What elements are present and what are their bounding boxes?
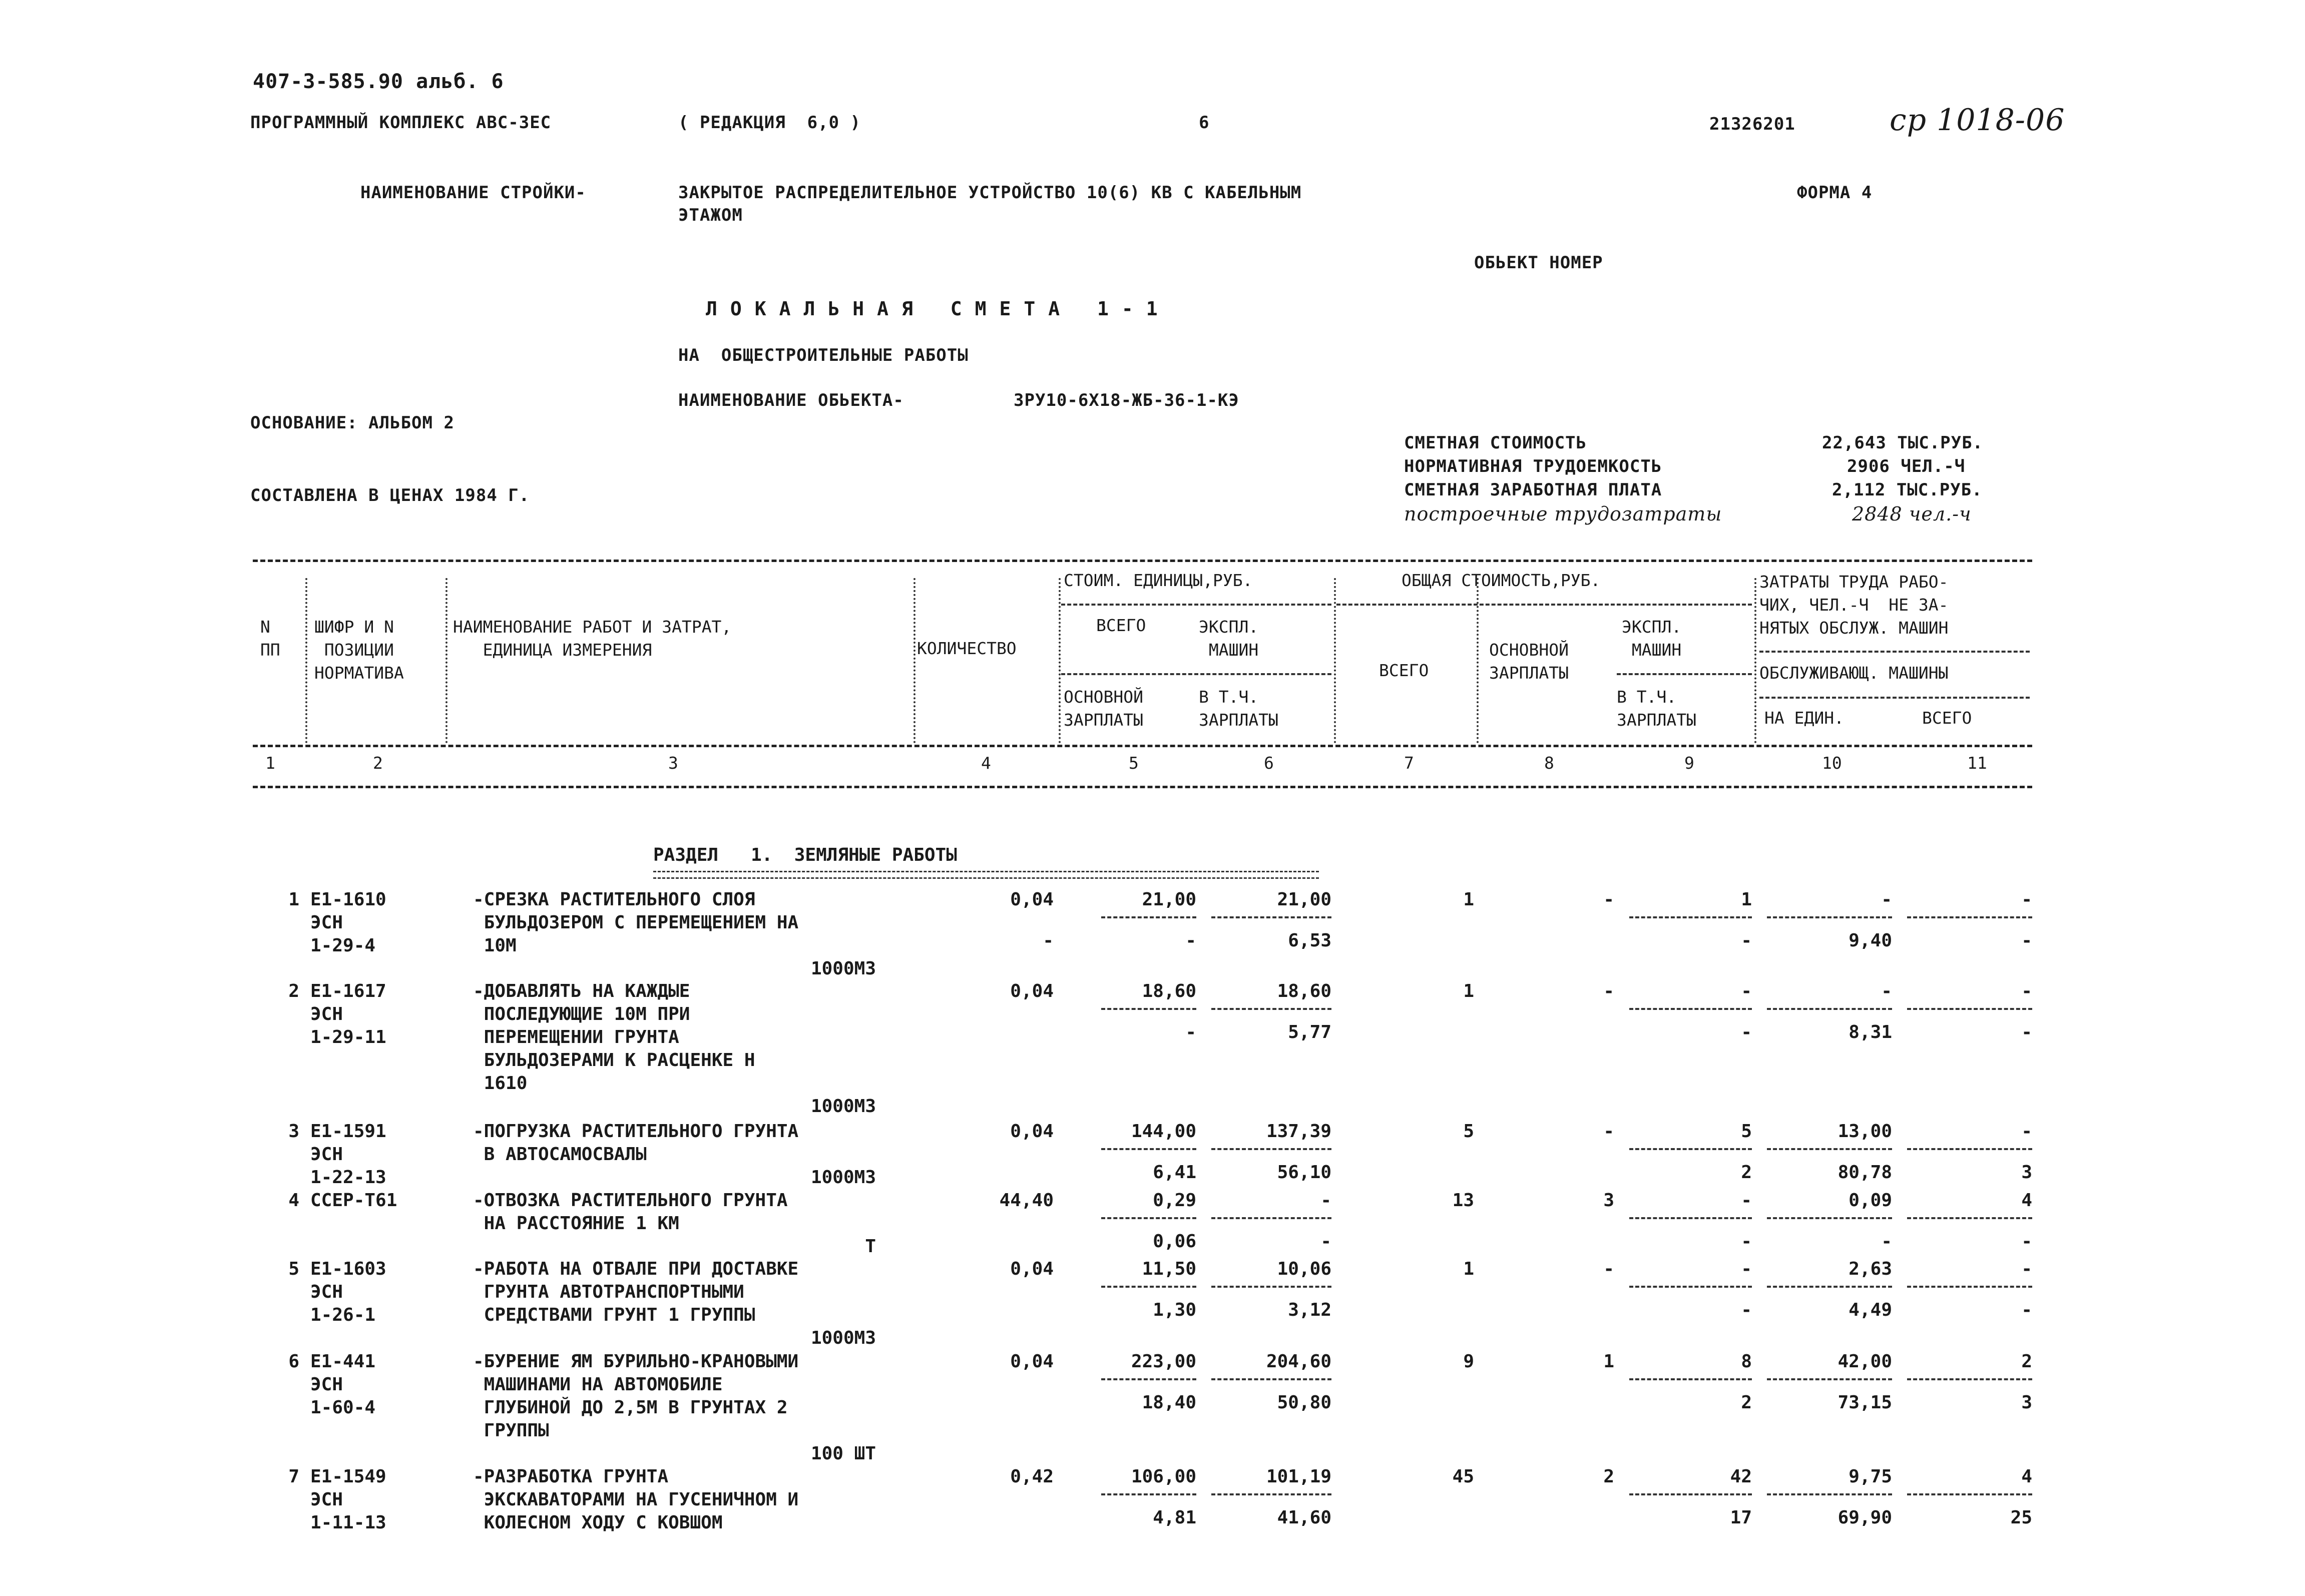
- row-value: 3: [2021, 1392, 2032, 1413]
- row-value: -: [1043, 930, 1054, 951]
- row-value: 13,00: [1837, 1121, 1892, 1142]
- row-divider: [1101, 1286, 1196, 1288]
- row-value: -: [2021, 889, 2032, 910]
- row-value: 56,10: [1277, 1162, 1331, 1183]
- column-separator: [305, 578, 307, 743]
- row-divider: [1211, 1148, 1331, 1150]
- row-value: 0,09: [1849, 1190, 1892, 1211]
- row-code: 1-11-13: [310, 1512, 386, 1533]
- header-unit-machine-wage: В Т.Ч. ЗАРПЛАТЫ: [1199, 687, 1278, 730]
- row-value: -: [2021, 1300, 2032, 1320]
- row-code: 1-29-11: [310, 1027, 386, 1047]
- row-value: 144,00: [1131, 1121, 1196, 1142]
- row-work-name: В АВТОСАМОСВАЛЫ: [473, 1144, 647, 1165]
- header-col-quantity: КОЛИЧЕСТВО: [917, 639, 1017, 658]
- row-code: Е1-1603: [310, 1259, 386, 1279]
- row-value: 3: [2021, 1162, 2032, 1183]
- row-value: 10,06: [1277, 1259, 1331, 1279]
- row-value: -: [1881, 981, 1892, 1001]
- row-value: 1: [1603, 1351, 1614, 1372]
- column-number: 3: [668, 753, 678, 773]
- row-value: 101,19: [1266, 1466, 1331, 1487]
- column-separator: [1477, 578, 1479, 743]
- row-work-name: ГРУППЫ: [473, 1420, 549, 1441]
- row-value: -: [1741, 981, 1752, 1001]
- row-value: 5: [1463, 1121, 1474, 1142]
- summary-value: 22,643 ТЫС.РУБ.: [1822, 433, 1984, 453]
- column-separator: [1754, 578, 1756, 743]
- row-divider: [1101, 916, 1196, 918]
- header-total-cost: ОБЩАЯ СТОИМОСТЬ,РУБ.: [1402, 571, 1601, 590]
- row-code: ССЕР-Т61: [310, 1190, 397, 1211]
- row-value: 44,40: [999, 1190, 1054, 1211]
- handwritten-ref: ср 1018-06: [1890, 103, 2065, 138]
- row-value: 73,15: [1837, 1392, 1892, 1413]
- row-value: 0,04: [1010, 1351, 1054, 1372]
- row-value: -: [1741, 1300, 1752, 1320]
- numbers-bottom-rule: [253, 786, 2032, 788]
- row-value: -: [1741, 1231, 1752, 1252]
- row-work-name: -ПОГРУЗКА РАСТИТЕЛЬНОГО ГРУНТА: [473, 1121, 799, 1142]
- row-number: 2: [288, 981, 299, 1001]
- doc-code: 21326201: [1709, 114, 1795, 134]
- row-value: 4,81: [1153, 1507, 1196, 1528]
- row-divider: [1767, 916, 1892, 918]
- row-value: 0,29: [1153, 1190, 1196, 1211]
- column-number: 8: [1544, 753, 1554, 773]
- header-unit-cost: СТОИМ. ЕДИНИЦЫ,РУБ.: [1064, 571, 1253, 590]
- row-value: -: [1320, 1231, 1331, 1252]
- document-subtitle: НА ОБЩЕСТРОИТЕЛЬНЫЕ РАБОТЫ: [678, 345, 969, 365]
- row-value: 9: [1463, 1351, 1474, 1372]
- row-value: 2: [1603, 1466, 1614, 1487]
- summary-value: 2848 чел.-ч: [1852, 503, 1972, 525]
- row-unit: 100 ШТ: [810, 1443, 876, 1464]
- header-total-machines: ЭКСПЛ. МАШИН: [1622, 617, 1682, 660]
- column-number: 2: [373, 753, 383, 773]
- construction-label: НАИМЕНОВАНИЕ СТРОЙКИ-: [360, 183, 586, 203]
- row-code: ЭСН: [310, 1282, 343, 1302]
- column-number: 1: [265, 753, 275, 773]
- row-divider: [1767, 1378, 1892, 1380]
- row-code: 1-60-4: [310, 1397, 376, 1418]
- row-value: 6,41: [1153, 1162, 1196, 1183]
- header-labor-total: ВСЕГО: [1922, 708, 1972, 728]
- row-value: 2,63: [1849, 1259, 1892, 1279]
- row-divider: [1629, 1493, 1752, 1495]
- row-value: 2: [2021, 1351, 2032, 1372]
- row-divider: [1101, 1008, 1196, 1010]
- row-value: 0,42: [1010, 1466, 1054, 1487]
- row-value: 9,40: [1849, 930, 1892, 951]
- row-number: 7: [288, 1466, 299, 1487]
- row-value: -: [1185, 930, 1196, 951]
- row-divider: [1767, 1493, 1892, 1495]
- header-labor-unit: НА ЕДИН.: [1764, 708, 1844, 728]
- row-value: 0,04: [1010, 889, 1054, 910]
- row-value: 13: [1452, 1190, 1474, 1211]
- column-number: 10: [1822, 753, 1842, 773]
- header-unit-total: ВСЕГО: [1096, 616, 1146, 635]
- row-value: 69,90: [1837, 1507, 1892, 1528]
- row-divider: [1629, 1148, 1752, 1150]
- row-value: -: [1603, 889, 1614, 910]
- row-divider: [1211, 916, 1331, 918]
- header-bottom-rule: [253, 745, 2032, 747]
- row-value: 18,60: [1142, 981, 1196, 1001]
- row-divider: [1767, 1286, 1892, 1288]
- row-value: 21,00: [1277, 889, 1331, 910]
- row-value: 9,75: [1849, 1466, 1892, 1487]
- row-work-name: ГЛУБИНОЙ ДО 2,5М В ГРУНТАХ 2: [473, 1397, 788, 1418]
- row-code: Е1-1591: [310, 1121, 386, 1142]
- row-value: 1: [1463, 889, 1474, 910]
- row-work-name: -БУРЕНИЕ ЯМ БУРИЛЬНО-КРАНОВЫМИ: [473, 1351, 799, 1372]
- row-value: 80,78: [1837, 1162, 1892, 1183]
- form-number: ФОРМА 4: [1797, 183, 1873, 203]
- row-value: 6,53: [1288, 930, 1331, 951]
- column-number: 7: [1404, 753, 1414, 773]
- row-value: 18,60: [1277, 981, 1331, 1001]
- row-value: 0,04: [1010, 1259, 1054, 1279]
- row-value: 1: [1463, 981, 1474, 1001]
- row-divider: [1211, 1008, 1331, 1010]
- row-value: -: [1741, 1190, 1752, 1211]
- row-value: 0,06: [1153, 1231, 1196, 1252]
- header-total-machine-wage: В Т.Ч. ЗАРПЛАТЫ: [1617, 687, 1696, 730]
- row-work-name: СРЕДСТВАМИ ГРУНТ 1 ГРУППЫ: [473, 1305, 755, 1325]
- row-work-name: МАШИНАМИ НА АВТОМОБИЛЕ: [473, 1374, 723, 1395]
- row-code: ЭСН: [310, 1004, 343, 1024]
- row-work-name: -РАБОТА НА ОТВАЛЕ ПРИ ДОСТАВКЕ: [473, 1259, 799, 1279]
- row-value: -: [2021, 981, 2032, 1001]
- row-code: Е1-441: [310, 1351, 376, 1372]
- row-work-name: 1610: [473, 1073, 528, 1094]
- header-total-all: ВСЕГО: [1379, 661, 1429, 680]
- basis: ОСНОВАНИЕ: АЛЬБОМ 2: [250, 413, 454, 433]
- row-work-name: БУЛЬДОЗЕРОМ С ПЕРЕМЕЩЕНИЕМ НА: [473, 912, 799, 933]
- row-divider: [1907, 1286, 2032, 1288]
- table-top-rule: [253, 560, 2032, 562]
- header-labor: ЗАТРАТЫ ТРУДА РАБО- ЧИХ, ЧЕЛ.-Ч НЕ ЗА- НЯТЫХ ОБСЛУЖ. МАШИН: [1759, 572, 1949, 638]
- row-value: -: [1881, 889, 1892, 910]
- row-value: 4: [2021, 1190, 2032, 1211]
- row-work-name: -ДОБАВЛЯТЬ НА КАЖДЫЕ: [473, 981, 690, 1001]
- row-value: -: [2021, 1022, 2032, 1042]
- row-value: 42,00: [1837, 1351, 1892, 1372]
- row-value: 21,00: [1142, 889, 1196, 910]
- row-code: 1-22-13: [310, 1167, 386, 1188]
- row-code: ЭСН: [310, 1374, 343, 1395]
- row-code: 1-26-1: [310, 1305, 376, 1325]
- header-total-wage: ОСНОВНОЙ ЗАРПЛАТЫ: [1489, 640, 1569, 683]
- summary-label: СМЕТНАЯ ЗАРАБОТНАЯ ПЛАТА: [1404, 480, 1662, 500]
- album-ref: 407-3-585.90 альб. 6: [253, 70, 504, 93]
- row-value: 0,04: [1010, 1121, 1054, 1142]
- edition: ( РЕДАКЦИЯ 6,0 ): [678, 113, 861, 133]
- row-divider: [1767, 1217, 1892, 1219]
- row-value: -: [1320, 1190, 1331, 1211]
- row-value: 2: [1741, 1392, 1752, 1413]
- row-value: -: [1741, 930, 1752, 951]
- document-title: ЛОКАЛЬНАЯ СМЕТА 1-1: [706, 298, 1171, 320]
- row-number: 6: [288, 1351, 299, 1372]
- row-work-name: ЭКСКАВАТОРАМИ НА ГУСЕНИЧНОМ И: [473, 1489, 799, 1510]
- row-divider: [1101, 1148, 1196, 1150]
- row-divider: [1211, 1217, 1331, 1219]
- row-work-name: ПЕРЕМЕЩЕНИИ ГРУНТА: [473, 1027, 679, 1047]
- program-name: ПРОГРАММНЫЙ КОМПЛЕКС АВС-3ЕС: [250, 113, 552, 133]
- row-number: 3: [288, 1121, 299, 1142]
- row-work-name: НА РАССТОЯНИЕ 1 КМ: [473, 1213, 679, 1234]
- row-value: -: [2021, 1231, 2032, 1252]
- row-divider: [1907, 916, 2032, 918]
- row-value: 42: [1730, 1466, 1752, 1487]
- row-divider: [1907, 1008, 2032, 1010]
- row-value: -: [1185, 1022, 1196, 1042]
- row-value: 8: [1741, 1351, 1752, 1372]
- row-work-name: -ОТВОЗКА РАСТИТЕЛЬНОГО ГРУНТА: [473, 1190, 788, 1211]
- row-value: 0,04: [1010, 981, 1054, 1001]
- header-col-code: ШИФР И N ПОЗИЦИИ НОРМАТИВА: [314, 617, 404, 683]
- row-value: -: [1603, 1121, 1614, 1142]
- row-value: 5: [1741, 1121, 1752, 1142]
- row-value: 223,00: [1131, 1351, 1196, 1372]
- row-value: 1,30: [1153, 1300, 1196, 1320]
- row-divider: [1907, 1217, 2032, 1219]
- column-number: 4: [981, 753, 991, 773]
- row-value: 8,31: [1849, 1022, 1892, 1042]
- row-work-name: КОЛЕСНОМ ХОДУ С КОВШОМ: [473, 1512, 723, 1533]
- summary-label: СМЕТНАЯ СТОИМОСТЬ: [1404, 433, 1587, 453]
- row-unit: 1000М3: [810, 1096, 876, 1117]
- price-basis: СОСТАВЛЕНА В ЦЕНАХ 1984 Г.: [250, 485, 530, 505]
- summary-label: построечные трудозатраты: [1404, 503, 1722, 525]
- section-underline: [653, 871, 1319, 879]
- column-separator: [1334, 578, 1336, 743]
- row-number: 5: [288, 1259, 299, 1279]
- row-value: 45: [1452, 1466, 1474, 1487]
- object-number: ОБЬЕКТ НОМЕР: [1474, 253, 1603, 273]
- construction-name-line1: ЗАКРЫТОЕ РАСПРЕДЕЛИТЕЛЬНОЕ УСТРОЙСТВО 10(6) КВ С КАБЕЛЬНЫМ: [678, 183, 1302, 203]
- row-work-name: -РАЗРАБОТКА ГРУНТА: [473, 1466, 669, 1487]
- column-separator: [1059, 578, 1061, 743]
- header-unit-machines: ЭКСПЛ. МАШИН: [1199, 617, 1259, 660]
- row-work-name: ГРУНТА АВТОТРАНСПОРТНЫМИ: [473, 1282, 744, 1302]
- row-divider: [1211, 1378, 1331, 1380]
- page-number: 6: [1199, 113, 1210, 133]
- row-value: 137,39: [1266, 1121, 1331, 1142]
- summary-label: НОРМАТИВНАЯ ТРУДОЕМКОСТЬ: [1404, 456, 1662, 476]
- column-separator: [913, 578, 915, 743]
- row-value: 1: [1463, 1259, 1474, 1279]
- row-divider: [1629, 1008, 1752, 1010]
- row-value: 17: [1730, 1507, 1752, 1528]
- row-divider: [1101, 1378, 1196, 1380]
- row-code: Е1-1610: [310, 889, 386, 910]
- row-number: 1: [288, 889, 299, 910]
- row-work-name: 10М: [473, 935, 517, 956]
- row-divider: [1211, 1493, 1331, 1495]
- row-divider: [1767, 1008, 1892, 1010]
- construction-name-line2: ЭТАЖОМ: [678, 205, 743, 225]
- row-value: 204,60: [1266, 1351, 1331, 1372]
- row-work-name: ПОСЛЕДУЮЩИЕ 10М ПРИ: [473, 1004, 690, 1024]
- header-labor-machines: ОБСЛУЖИВАЮЩ. МАШИНЫ: [1759, 663, 1949, 683]
- row-unit: 1000М3: [810, 1328, 876, 1348]
- header-unit-wage: ОСНОВНОЙ ЗАРПЛАТЫ: [1064, 687, 1143, 730]
- row-code: ЭСН: [310, 1144, 343, 1165]
- row-unit: 1000М3: [810, 958, 876, 979]
- summary-value: 2,112 ТЫС.РУБ.: [1832, 480, 1983, 500]
- column-number: 6: [1264, 753, 1274, 773]
- summary-value: 2906 ЧЕЛ.-Ч: [1847, 456, 1966, 476]
- row-divider: [1629, 1286, 1752, 1288]
- row-value: -: [1741, 1022, 1752, 1042]
- row-divider: [1101, 1217, 1196, 1219]
- column-number: 11: [1967, 753, 1987, 773]
- row-value: 4: [2021, 1466, 2032, 1487]
- column-separator: [445, 578, 447, 743]
- row-value: -: [1881, 1231, 1892, 1252]
- row-value: 18,40: [1142, 1392, 1196, 1413]
- row-value: 41,60: [1277, 1507, 1331, 1528]
- row-value: 2: [1741, 1162, 1752, 1183]
- row-value: -: [2021, 1121, 2032, 1142]
- row-code: ЭСН: [310, 912, 343, 933]
- column-number: 5: [1129, 753, 1139, 773]
- row-divider: [1629, 1217, 1752, 1219]
- row-value: 50,80: [1277, 1392, 1331, 1413]
- header-col-number: N ПП: [260, 617, 280, 660]
- row-divider: [1907, 1493, 2032, 1495]
- row-code: Е1-1549: [310, 1466, 386, 1487]
- row-number: 4: [288, 1190, 299, 1211]
- row-value: 3,12: [1288, 1300, 1331, 1320]
- row-divider: [1907, 1378, 2032, 1380]
- column-number: 9: [1684, 753, 1694, 773]
- object-name: ЗРУ10-6Х18-ЖБ-36-1-КЭ: [1014, 390, 1239, 410]
- row-work-name: -СРЕЗКА РАСТИТЕЛЬНОГО СЛОЯ: [473, 889, 755, 910]
- row-divider: [1629, 916, 1752, 918]
- row-value: 11,50: [1142, 1259, 1196, 1279]
- row-divider: [1101, 1493, 1196, 1495]
- row-value: -: [2021, 930, 2032, 951]
- row-unit: Т: [865, 1236, 876, 1257]
- row-value: -: [1741, 1259, 1752, 1279]
- row-divider: [1629, 1378, 1752, 1380]
- row-value: 5,77: [1288, 1022, 1331, 1042]
- row-work-name: БУЛЬДОЗЕРАМИ К РАСЦЕНКЕ Н: [473, 1050, 755, 1071]
- row-value: -: [1603, 981, 1614, 1001]
- header-col-name: НАИМЕНОВАНИЕ РАБОТ И ЗАТРАТ, ЕДИНИЦА ИЗМЕРЕНИЯ: [453, 617, 732, 660]
- row-code: ЭСН: [310, 1489, 343, 1510]
- row-value: 4,49: [1849, 1300, 1892, 1320]
- row-value: 25: [2010, 1507, 2032, 1528]
- row-divider: [1767, 1148, 1892, 1150]
- row-unit: 1000М3: [810, 1167, 876, 1188]
- row-divider: [1907, 1148, 2032, 1150]
- row-divider: [1211, 1286, 1331, 1288]
- row-value: 106,00: [1131, 1466, 1196, 1487]
- section-title: РАЗДЕЛ 1. ЗЕМЛЯНЫЕ РАБОТЫ: [653, 845, 957, 865]
- row-value: 3: [1603, 1190, 1614, 1211]
- row-value: 1: [1741, 889, 1752, 910]
- row-code: 1-29-4: [310, 935, 376, 956]
- row-code: Е1-1617: [310, 981, 386, 1001]
- row-value: -: [1603, 1259, 1614, 1279]
- object-label: НАИМЕНОВАНИЕ ОБЬЕКТА-: [678, 390, 904, 410]
- row-value: -: [2021, 1259, 2032, 1279]
